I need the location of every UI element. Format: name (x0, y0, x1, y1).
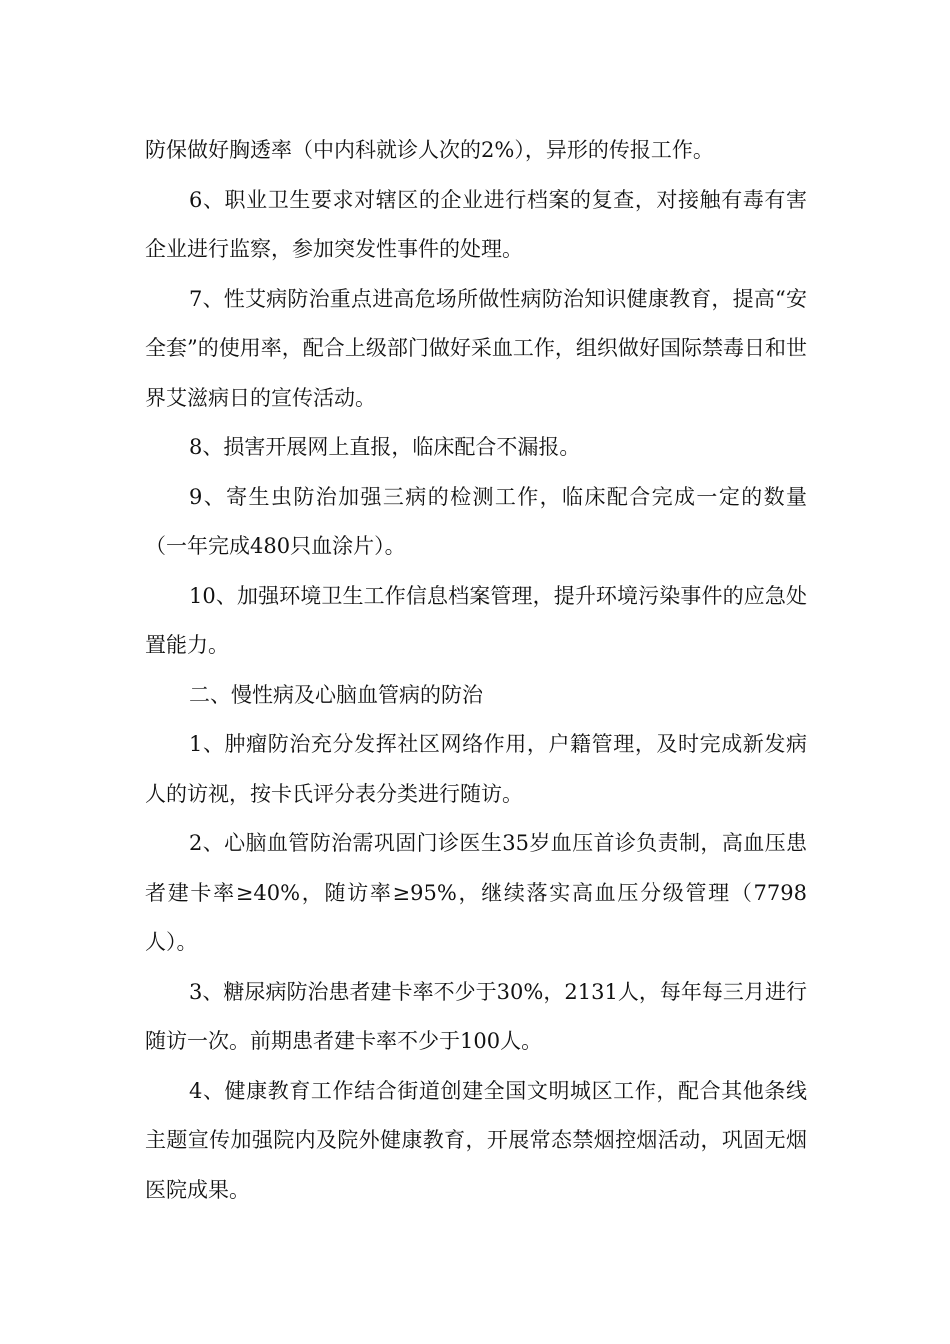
paragraph-item-7: 7、性艾病防治重点进高危场所做性病防治知识健康教育，提高“安全套”的使用率，配合上级部门做好采血工作，组织做好国际禁毒日和世界艾滋病日的宣传活动。 (145, 286, 807, 410)
section-heading: 二、慢性病及心脑血管病的防治 (189, 682, 483, 707)
paragraph-sub-3: 3、糖尿病防治患者建卡率不少于30%，2131人，每年每三月进行随访一次。前期患者建卡率不少于100人。 (145, 979, 807, 1053)
paragraph-item-10: 10、加强环境卫生工作信息档案管理，提升环境污染事件的应急处置能力。 (145, 583, 807, 657)
paragraph-item-9: 9、寄生虫防治加强三病的检测工作，临床配合完成一定的数量（一年完成480只血涂片）。 (145, 484, 807, 558)
paragraph-sub-1: 1、肿瘤防治充分发挥社区网络作用，户籍管理，及时完成新发病人的访视，按卡氏评分表分类进行随访。 (145, 732, 807, 806)
paragraph-item-8: 8、损害开展网上直报，临床配合不漏报。 (189, 435, 581, 459)
paragraph-continuation: 防保做好胸透率（中内科就诊人次的2%），异形的传报工作。 (145, 138, 714, 162)
paragraph-sub-4: 4、健康教育工作结合街道创建全国文明城区工作，配合其他条线主题宣传加强院内及院外健康教育，开展常态禁烟控烟活动，巩固无烟医院成果。 (145, 1078, 807, 1202)
paragraph-sub-2: 2、心脑血管防治需巩固门诊医生35岁血压首诊负责制，高血压患者建卡率≥40%，随访率≥95%，继续落实高血压分级管理（7798人）。 (145, 831, 807, 954)
document-body (145, 126, 807, 1215)
paragraph-item-6: 6、职业卫生要求对辖区的企业进行档案的复查，对接触有毒有害企业进行监察，参加突发性事件的处理。 (145, 187, 807, 261)
